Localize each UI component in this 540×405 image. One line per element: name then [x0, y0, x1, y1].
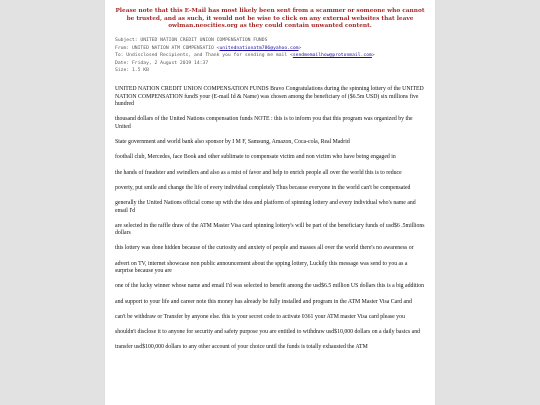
email-body — [115, 86, 425, 359]
date-label: Date: — [115, 60, 130, 66]
subject-label: Subject: — [115, 38, 138, 43]
date-row — [115, 60, 435, 68]
date-value: Friday, 2 August 2019 14:37 — [131, 60, 209, 66]
body-paragraph: and support to your life and career note this money has already be fully installed and program in the ATM Master Visa Card and — [115, 298, 412, 305]
size-row — [115, 67, 435, 75]
subject-value: UNITED NATION CREDIT UNION COMPENSATION FUNDS — [140, 38, 268, 43]
body-paragraph: one of the lucky winner whose name and email I'd was selected to benefit among the usd$6.5 million US dollars this is a big addition — [115, 283, 425, 290]
email-headers — [115, 37, 435, 75]
email-page — [105, 0, 435, 405]
from-name: UNITED NATION ATM COMPENSATIO — [131, 45, 214, 51]
size-value: 1.5 KB — [131, 68, 149, 74]
from-email-link[interactable]: unitednationatm786@yahoo.com — [219, 45, 299, 51]
body-paragraph: can't be withdraw or Transfer by anyone else. this is your secret code to activate 0361 your ATM master Visa card please you — [115, 313, 405, 320]
body-paragraph: thousand dollars of the United Nations compensation funds NOTE : this is to inform you that this program was organized by the United — [115, 116, 413, 130]
subject-row — [115, 37, 435, 45]
from-label: From: — [115, 45, 130, 51]
scam-warning: Please note that this E-Mail has most likely been sent from a scammer or someone who cannot be trusted, and as such, it would not be wise to click on any external websites that leave owlman.neocities.org as they could contain unwanted content. — [115, 8, 425, 30]
body-paragraph: are selected in the raffle draw of the ATM Master Visa card spinning lottery's will be part of the beneficiary funds of usd$6 .5millions dollars — [115, 222, 425, 237]
body-paragraph: UNITED NATION CREDIT UNION COMPENSATION FUNDS Bravo Congratulations during the spinning lottery of the UNITED NATION COMPENSATION fundS your (E-mail Id & Name) was chosen among the beneficiary of ($6.5m USD) six millions five hundred — [115, 86, 424, 108]
body-paragraph: transfer usd$100,000 dollars to any other account of your choice until the funds is totally exhausted the ATM — [115, 344, 368, 351]
body-paragraph: generally the United Nations official come up with the idea and platform of spinning lottery and every individual who's name and email I'd — [115, 199, 416, 214]
body-paragraph: football club, Mercedes, face Book and other sublimate to compensate victim and non victim who have being engaged in — [115, 154, 396, 161]
body-paragraph: the hands of fraudster and swindlers and also as a mist of favor and help to enrich people all over the world this is to reduce — [115, 169, 402, 176]
to-value: Undisclosed Recipients, and Thank you for sending me mail — [126, 53, 288, 59]
to-email-link[interactable]: sendmemailhow@protonmail.com — [292, 53, 372, 59]
from-row: From: UNITED NATION ATM COMPENSATIO <unitednationatm786@yahoo.com> — [115, 45, 302, 51]
body-paragraph: advert on TV, internet showcase non public announcement about the spping lottery, Luckily this message was send to you as a surprise because you are — [115, 260, 408, 275]
body-paragraph: shouldn't disclose it to anyone for security and safety purpose you are entitled to withdraw usd$10,000 dollars on a daily basics and — [115, 329, 420, 335]
body-paragraph: poverty, put smile and change the life of every individual completely Thus because everyone in the world can't be compensated — [115, 184, 411, 191]
to-row: To: Undisclosed Recipients, and Thank you for sending me mail <sendmemailhow@protonmail.com> — [115, 53, 375, 59]
size-label: Size: — [115, 68, 130, 74]
body-paragraph: State government and world bank also sponsor by I M F, Samsung, Amazon, Coca-cola, Real Madrid — [115, 139, 350, 146]
body-paragraph: this lottery was done hidden because of the curiosity and anxiety of people and masses all over the world there's no awareness or — [115, 245, 414, 252]
to-label: To: — [115, 53, 124, 59]
